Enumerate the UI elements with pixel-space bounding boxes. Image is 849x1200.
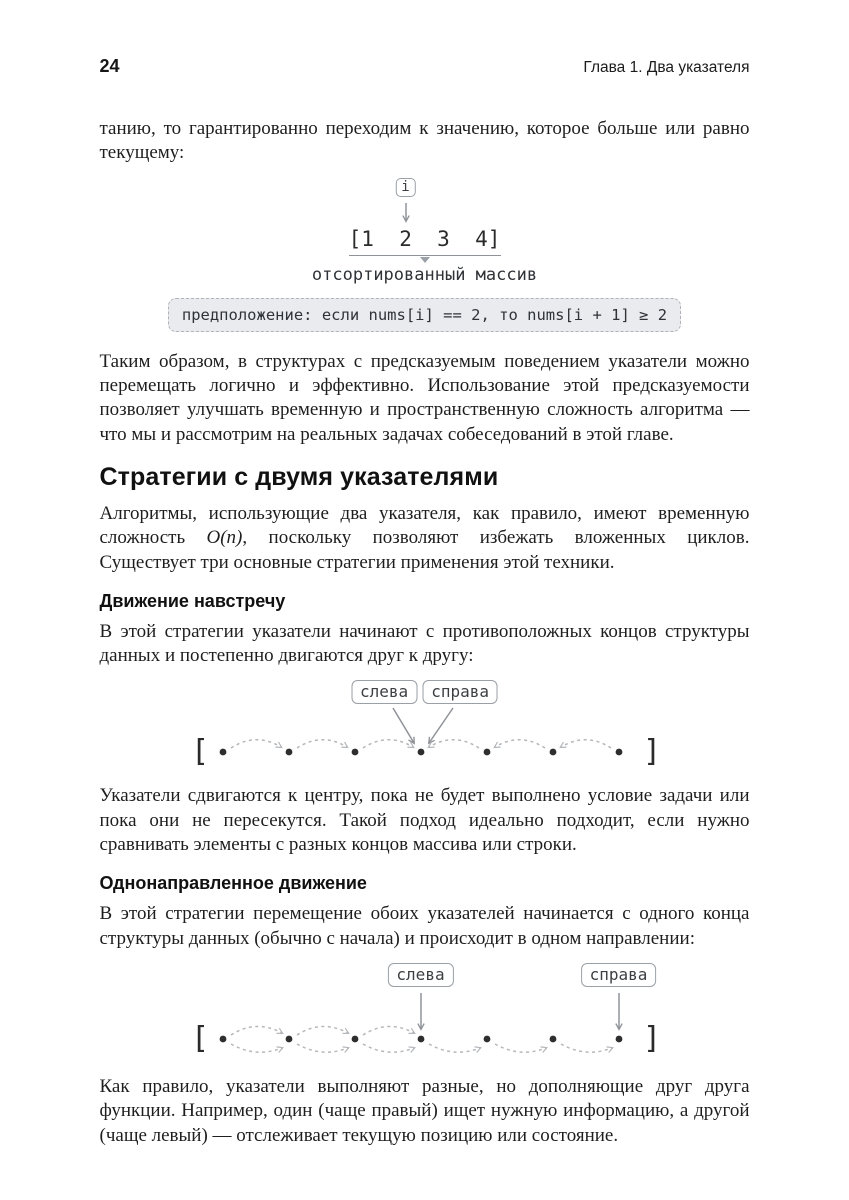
array-dot bbox=[615, 749, 622, 756]
array-bracket-open: [ bbox=[190, 1021, 209, 1056]
section-title: Стратегии с двумя указателями bbox=[99, 462, 499, 491]
array-dot bbox=[219, 749, 226, 756]
left-pointer-label: слева bbox=[387, 963, 453, 987]
label-arrows bbox=[393, 708, 453, 743]
conclusion-paragraph: Таким образом, в структурах с предсказуемым поведением указатели можно перемещать логично и эффективно. Использование этой предсказуемости позволяет улучшать временную и пространственную сложность алгоритма — что мы и рассмотрим на реальных задачах собеседований в этой главе. bbox=[99, 350, 750, 445]
dashed-arc-arrows bbox=[231, 740, 611, 748]
array-dot bbox=[549, 749, 556, 756]
array-dot bbox=[483, 749, 490, 756]
array-dot bbox=[417, 749, 424, 756]
brace-triangle-icon bbox=[420, 257, 430, 263]
array-dot bbox=[549, 1036, 556, 1043]
array-dots bbox=[219, 1036, 622, 1043]
subsection-title-converging: Движение навстречу bbox=[99, 590, 286, 611]
array-bracket-open: [ bbox=[190, 734, 209, 770]
unidirectional-pointers-diagram bbox=[185, 963, 665, 1067]
unidirectional-outro-paragraph: Как правило, указатели выполняют разные, но дополняющие друг друга функции. Например, один (чаще правый) ищет нужную информацию, а другой (чаще левый) — отслеживает текущую позицию или состояние. bbox=[99, 1076, 750, 1146]
array-values: [1 2 3 4] bbox=[348, 226, 501, 251]
array-dot bbox=[285, 1036, 292, 1043]
pointer-labels bbox=[351, 680, 498, 704]
chapter-title: Глава 1. Два указателя bbox=[583, 59, 750, 76]
array-dot bbox=[615, 1036, 622, 1043]
array-bracket-close: ] bbox=[642, 734, 661, 770]
sorted-array-diagram bbox=[275, 178, 575, 288]
section-intro-paragraph bbox=[100, 502, 750, 575]
converging-array-graphic bbox=[185, 706, 665, 776]
page-number: 24 bbox=[99, 56, 120, 76]
array-dot bbox=[417, 1036, 424, 1043]
label-arrows bbox=[421, 993, 619, 1029]
converging-pointers-diagram bbox=[185, 680, 665, 776]
array-bracket-close: ] bbox=[642, 1021, 661, 1056]
unidirectional-array-graphic bbox=[185, 991, 665, 1065]
sorted-array-caption: отсортированный массив bbox=[311, 264, 538, 285]
array-dot bbox=[351, 1036, 358, 1043]
assumption-box: предположение: если nums[i] == 2, то nums[i + 1] ≥ 2 bbox=[168, 298, 681, 332]
array-dot bbox=[483, 1036, 490, 1043]
array-dot bbox=[285, 749, 292, 756]
page-content bbox=[100, 0, 750, 1148]
array-dots bbox=[219, 749, 622, 756]
left-pointer-label: слева bbox=[351, 680, 417, 704]
unidirectional-intro-paragraph: В этой стратегии перемещение обоих указателей начинается с одного конца структуры данных (обычно с начала) и происходит в одном направлении: bbox=[99, 903, 750, 949]
converging-intro-paragraph: В этой стратегии указатели начинают с противоположных концов структуры данных и постепенно двигаются друг к другу: bbox=[99, 620, 750, 667]
pointer-i-label: i bbox=[395, 178, 415, 197]
right-pointer-label: справа bbox=[422, 680, 498, 704]
section-intro-before: Алгоритмы, использующие два указателя, как правило, имеют временную сложность bbox=[99, 502, 750, 549]
converging-outro-paragraph: Указатели сдвигаются к центру, пока не будет выполнено условие задачи или пока они не пересекутся. Такой подход идеально подходит, если нужно сравнивать элементы с разных концов массива или строки. bbox=[99, 785, 750, 856]
complexity-notation: O(n) bbox=[206, 527, 243, 549]
intro-paragraph: танию, то гарантированно переходим к значению, которое больше или равно текущему: bbox=[99, 118, 750, 164]
subsection-title-unidirectional: Однонаправленное движение bbox=[99, 873, 367, 894]
section-intro-after: , поскольку позволяют избежать вложенных циклов. Существует три основные стратегии применения этой техники. bbox=[99, 527, 750, 573]
page-header bbox=[100, 56, 750, 77]
down-arrow-icon bbox=[399, 202, 413, 226]
right-pointer-label: справа bbox=[581, 963, 657, 987]
array-dot bbox=[219, 1036, 226, 1043]
array-dot bbox=[351, 749, 358, 756]
array-underline bbox=[349, 255, 501, 256]
